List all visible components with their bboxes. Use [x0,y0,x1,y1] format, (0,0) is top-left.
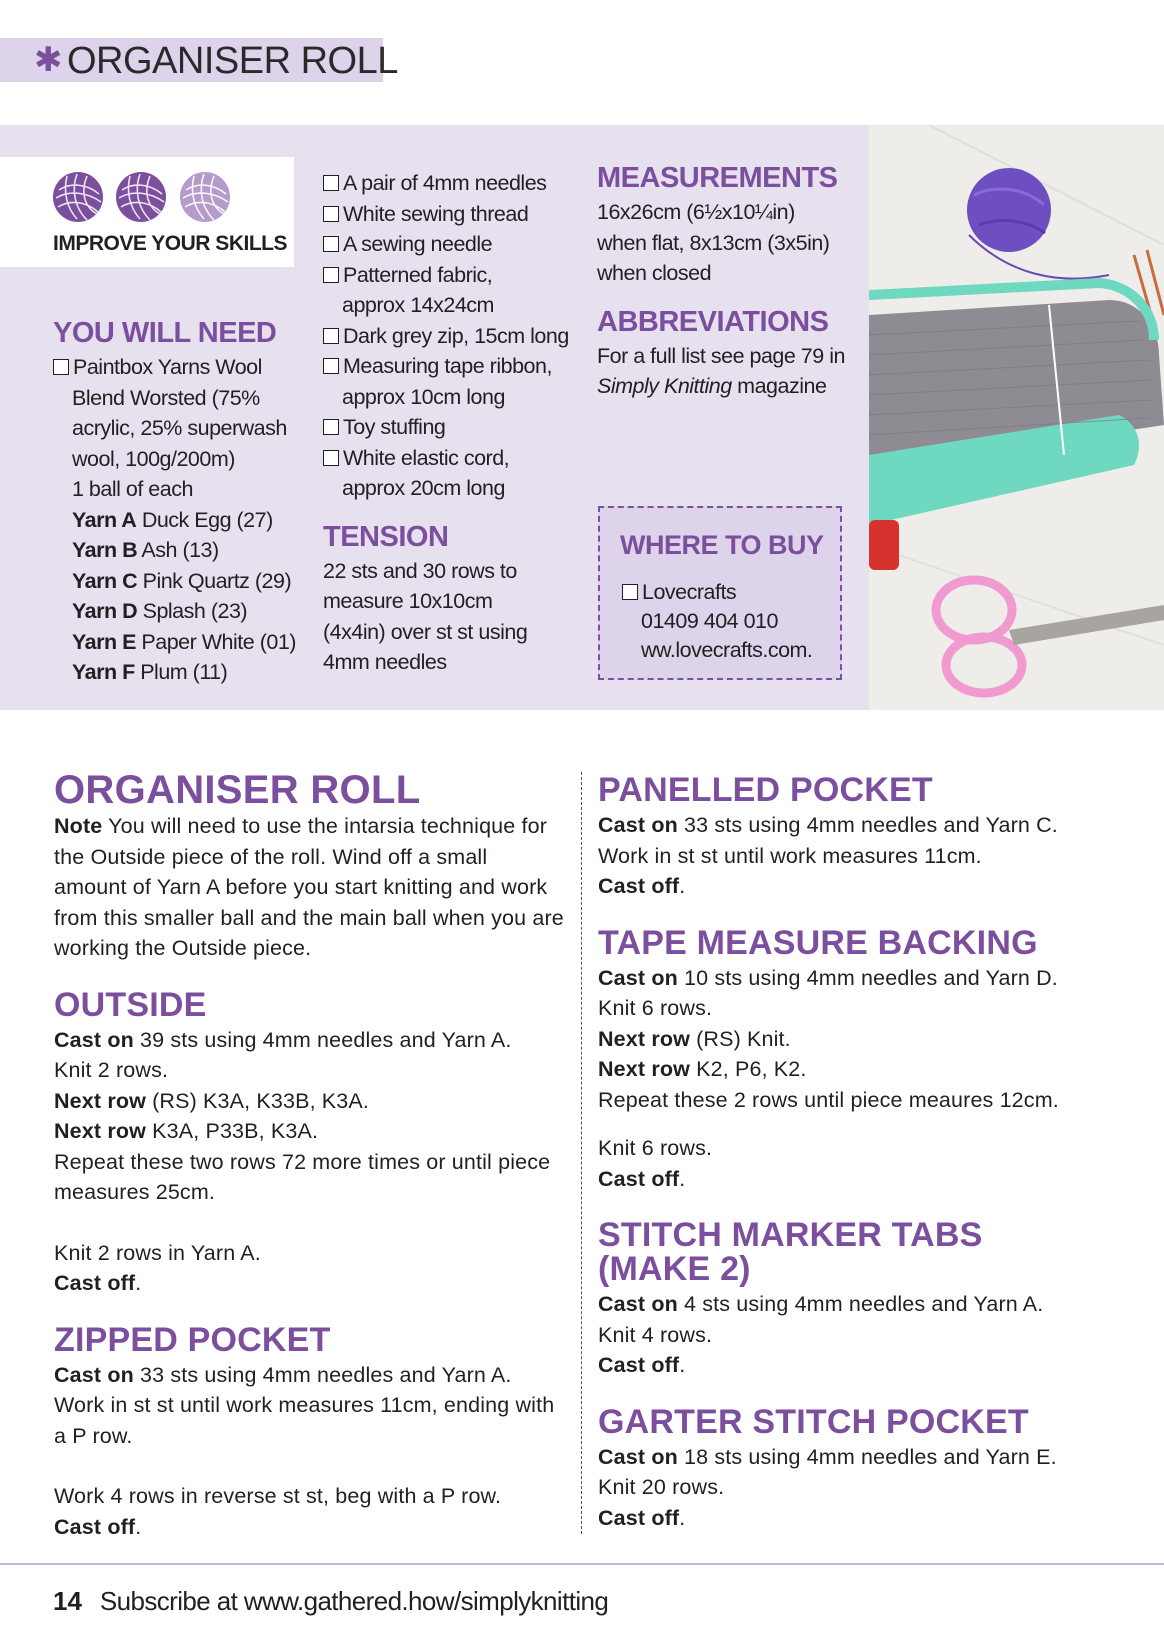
list-item: Toy stuffing [323,412,573,443]
checkbox-icon [622,584,638,600]
list-item: Dark grey zip, 15cm long [323,321,573,352]
you-will-need-heading: YOU WILL NEED [53,317,277,349]
abbreviations-heading: ABBREVIATIONS [597,305,829,338]
where-to-buy-heading: WHERE TO BUY [620,530,824,560]
checkbox-icon [323,419,339,435]
garter-pocket-heading: GARTER STITCH POCKET [598,1402,1029,1441]
checkbox-icon [323,358,339,374]
yarn-description: Paintbox Yarns Wool Blend Worsted (75% acrylic, 25% superwash wool, 100g/200m) 1 ball of each [53,352,303,505]
tape-measure-heading: TAPE MEASURE BACKING [598,923,1038,962]
list-item: Yarn A Duck Egg (27) [72,507,273,532]
garter-pocket-instructions: Cast on 18 sts using 4mm needles and Yarn E. Knit 20 rows. Cast off. [598,1444,1057,1530]
where-to-buy-box [598,506,842,680]
checkbox-icon [323,450,339,466]
yarn-ball-icon [180,172,230,222]
list-item: A pair of 4mm needles [323,168,573,199]
list-item: Measuring tape ribbon, [323,351,573,382]
list-item: Yarn F Plum (11) [72,660,228,684]
pattern-column-right [598,773,1158,1533]
skills-label: IMPROVE YOUR SKILLS [53,232,287,255]
stockist-phone: 01409 404 010 [641,609,778,633]
zipped-pocket-instructions: Cast on 33 sts using 4mm needles and Yarn A. Work in st st until work measures 11cm, ending with a P row. Work 4 rows in reverse st st, beg with a P row. Cast off. [54,1362,555,1539]
list-item: White sewing thread [323,199,573,230]
flower-icon: ✱ [34,41,63,79]
page-number: 14 [53,1586,82,1616]
knitted-roll-illustration [869,125,1164,710]
checkbox-icon [323,206,339,222]
yarn-ball-icon [53,172,103,222]
yarn-list [53,505,303,688]
list-item: Yarn E Paper White (01) [72,629,296,654]
stockist-website[interactable]: ww.lovecrafts.com. [641,638,813,662]
pattern-title: ORGANISER ROLL [54,768,421,812]
note-paragraph: Note You will need to use the intarsia technique for the Outside piece of the roll. Wind off a small amount of Yarn A before you start knitting and work from this smaller ball and the main ball when you are working the Outside piece. [54,814,564,960]
subscribe-link[interactable]: Subscribe at www.gathered.how/simplyknitting [99,1586,609,1616]
list-item: Patterned fabric, [323,260,573,291]
tape-measure-instructions: Cast on 10 sts using 4mm needles and Yarn D. Knit 6 rows. Next row (RS) Knit. Next row K2, P6, K2. Repeat these 2 rows until piece meaures 12cm. Knit 6 rows. Cast off. [598,965,1059,1191]
measurements-text: 16x26cm (6½x10¼in) when flat, 8x13cm (3x5in) when closed [597,200,830,285]
tension-heading: TENSION [323,520,449,553]
stockist-info: Lovecrafts 01409 404 010 ww.lovecrafts.com. [622,578,812,665]
checkbox-icon [323,267,339,283]
checkbox-icon [323,175,339,191]
stitch-marker-instructions: Cast on 4 sts using 4mm needles and Yarn A. Knit 4 rows. Cast off. [598,1292,1044,1377]
panelled-pocket-heading: PANELLED POCKET [598,771,933,809]
checkbox-icon [323,236,339,252]
measurements-block [597,162,859,402]
pattern-column-left [54,770,564,1542]
outside-instructions: Cast on 39 sts using 4mm needles and Yarn A. Knit 2 rows. Next row (RS) K3A, K33B, K3A. Next row K3A, P33B, K3A. Repeat these two rows 72 more times or until piece measures 25cm. Knit 2 rows in Yarn A. Cast off. [54,1027,551,1295]
list-item: White elastic cord, [323,443,573,474]
you-will-need [53,317,303,688]
list-item: Yarn D Splash (23) [72,599,248,623]
section-title: ORGANISER ROLL [67,40,398,82]
yarn-ball-icon [116,172,166,222]
materials-list: A pair of 4mm needles White sewing thread A sewing needle Patterned fabric, approx 14x24cm Dark grey zip, 15cm long Measuring tape ribbon, approx 10cm long Toy stuffing White elastic cord, approx 20cm long TENSION 22 sts and 30 rows to measure 10x10cm (4x4in) over st st using 4mm needles [323,168,573,678]
page-footer [53,1586,608,1617]
checkbox-icon [323,328,339,344]
product-photo [869,125,1164,710]
checkbox-icon [53,359,69,375]
zipped-pocket-heading: ZIPPED POCKET [54,1320,331,1359]
measurements-heading: MEASUREMENTS [597,162,838,194]
outside-heading: OUTSIDE [54,985,207,1024]
list-item: Yarn C Pink Quartz (29) [72,568,292,593]
list-item: A sewing needle [323,229,573,260]
tension-text: 22 sts and 30 rows to measure 10x10cm (4x4in) over st st using 4mm needles [323,558,528,674]
abbreviations-text: For a full list see page 79 in Simply Knitting magazine [597,343,845,398]
stitch-marker-heading: STITCH MARKER TABS (MAKE 2) [598,1216,983,1288]
panelled-pocket-instructions: Cast on 33 sts using 4mm needles and Yarn C. Work in st st until work measures 11cm. Cast off. [598,813,1058,898]
column-divider [581,772,582,1534]
section-tag [0,38,398,82]
footer-divider [0,1563,1164,1565]
list-item: Yarn B Ash (13) [72,538,219,562]
